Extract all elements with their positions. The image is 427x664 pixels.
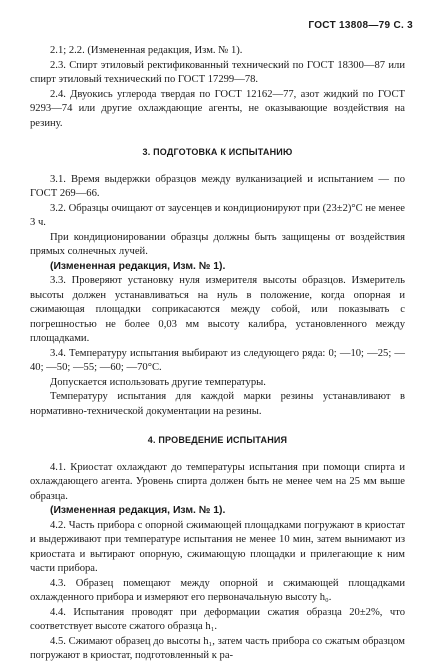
paragraph-3-2: 3.2. Образцы очищают от заусенцев и кондиционируют при (23±2)°С не менее 3 ч. [30,202,405,228]
amendment-note: (Измененная редакция, Изм. № 1). [50,260,226,272]
paragraph-2-4: 2.4. Двуокись углерода твердая по ГОСТ 12162—77, азот жидкий по ГОСТ 9293—74 или другие охлаждающие агенты, не оказывающие воздействия на резину. [30,88,405,129]
paragraph-4-5: 4.5. Сжимают образец до высоты h₁, затем часть прибора со сжатым образцом погружают в криостат, подготовленный к ра- [30,635,405,661]
paragraph-3-2-note: При кондиционировании образцы должны быть защищены от воздействия прямых солнечных лучей. [30,231,405,257]
section-heading-4: 4. ПРОВЕДЕНИЕ ИСПЫТАНИЯ [147,435,288,445]
paragraph-3-4: 3.4. Температуру испытания выбирают из следующего ряда: 0; —10; —25; —40; —50; —55; —60; —70°С. [30,347,405,373]
paragraph-3-4-rule: Температуру испытания для каждой марки резины устанавливают в нормативно-технической документации на резины. [30,391,405,417]
paragraph-2-3: 2.3. Спирт этиловый ректификованный технический по ГОСТ 18300—87 или спирт этиловый технический по ГОСТ 17299—78. [30,59,405,85]
page-header: ГОСТ 13808—79 С. 3 [308,20,413,31]
document-body [30,44,405,664]
paragraph-4-2: 4.2. Часть прибора с опорной сжимающей площадками погружают в криостат и выдерживают при температуре испытания не менее 10 мин, затем вынимают из криостата и вытирают опорную, сжимающую площадки и прилегающие к ним части прибора. [30,519,405,574]
paragraph-3-1: 3.1. Время выдержки образцов между вулканизацией и испытанием — по ГОСТ 269—66. [30,173,405,199]
section-heading-3: 3. ПОДГОТОВКА К ИСПЫТАНИЮ [142,147,293,157]
paragraph-3-3: 3.3. Проверяют установку нуля измерителя высоты образцов. Измеритель высоты должен устанавливаться на нуль в положение, когда опорная и сжимающая площадки соприкасаются между собой, или показывать с погрешностью не более 0,03 мм высоту калибра, установленного между площадками. [30,275,405,344]
amendment-note: (Измененная редакция, Изм. № 1). [50,505,226,516]
paragraph-3-4-note: Допускается использовать другие температуры. [50,376,266,388]
paragraph-4-1: 4.1. Криостат охлаждают до температуры испытания при помощи спирта и охлаждающего агента. Уровень спирта должен быть не менее чем на 25 мм выше образца. [30,461,405,502]
paragraph-4-3: 4.3. Образец помещают между опорной и сжимающей площадками охлажденного прибора и измеряют его первоначальную высоту h₀. [30,577,405,603]
paragraph-4-4: 4.4. Испытания проводят при деформации сжатия образца 20±2%, что соответствует высоте сжатого образца h₁. [30,606,405,632]
paragraph-2-1-2-2-amendment: 2.1; 2.2. (Измененная редакция, Изм. № 1). [50,45,243,56]
